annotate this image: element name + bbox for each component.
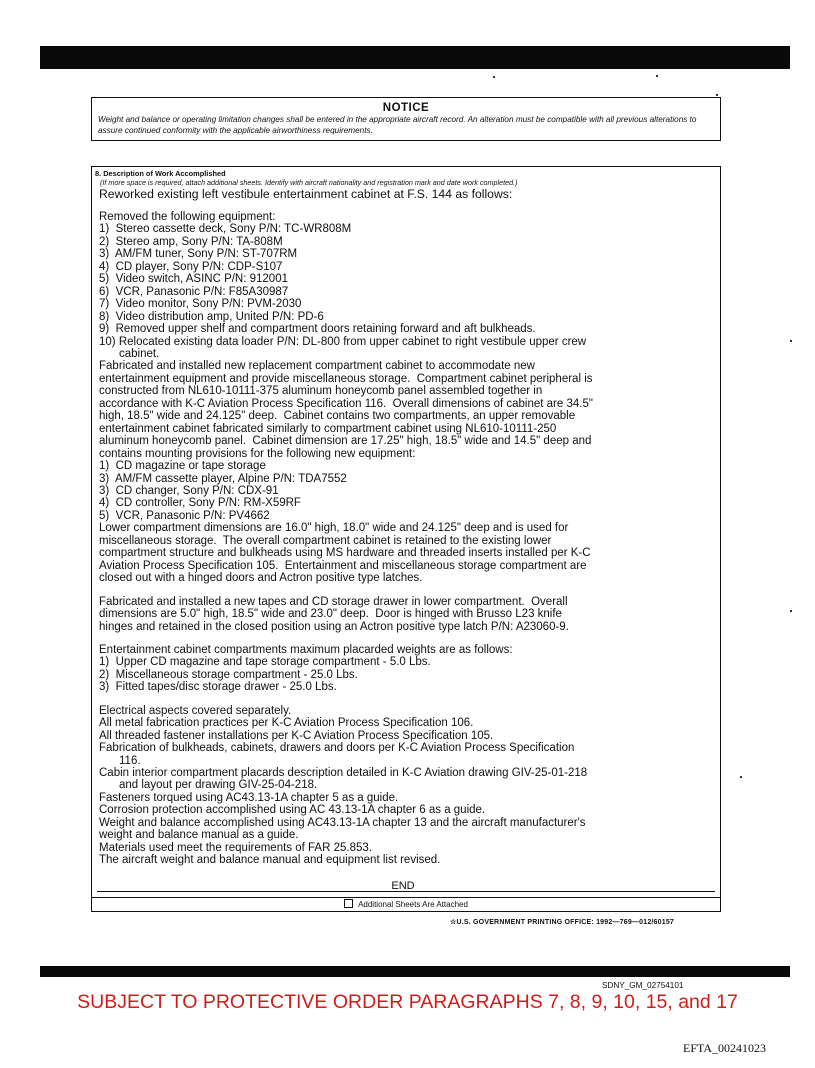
description-line: high, 18.5" wide and 24.125" deep. Cabinet contains two compartments, an upper removable: [99, 410, 576, 423]
gpo-imprint: ☆U.S. GOVERNMENT PRINTING OFFICE: 1992—769—012/60157: [450, 919, 675, 926]
end-label: END: [391, 880, 415, 892]
description-line: cabinet.: [119, 347, 160, 360]
scan-speck: [790, 610, 792, 612]
work-description-body: [92, 211, 720, 867]
description-line: Fabrication of bulkheads, cabinets, drawers and doors per K-C Aviation Process Specification: [99, 742, 575, 755]
description-line: compartment structure and bulkheads using MS hardware and threaded inserts installed per K-C: [99, 547, 591, 560]
description-line: 4) CD player, Sony P/N: CDP-S107: [99, 260, 283, 273]
description-line: The aircraft weight and balance manual and equipment list revised.: [99, 854, 441, 867]
description-line: Corrosion protection accomplished using AC 43.13-1A chapter 6 as a guide.: [99, 804, 486, 817]
description-line: 3) AM/FM cassette player, Alpine P/N: TDA7552: [99, 472, 347, 485]
description-line: 1) Stereo cassette deck, Sony P/N: TC-WR808M: [99, 223, 352, 236]
description-line: 2) Miscellaneous storage compartment - 25.0 Lbs.: [99, 668, 358, 681]
scan-speck: [790, 340, 792, 342]
scan-speck: [716, 94, 718, 96]
description-line: Aviation Process Specification 105. Entertainment and miscellaneous storage compartment are: [99, 559, 587, 572]
additional-sheets-row: [92, 897, 720, 912]
section-hint: (If more space is required, attach additional sheets. Identify with aircraft nationality and registration mark and date work completed.): [100, 178, 518, 187]
description-line: 5) VCR, Panasonic P/N: PV4662: [99, 509, 270, 522]
description-line: 3) AM/FM tuner, Sony P/N: ST-707RM: [99, 248, 298, 261]
description-line: 9) Removed upper shelf and compartment doors retaining forward and aft bulkheads.: [99, 323, 536, 336]
description-line: Fasteners torqued using AC43.13-1A chapter 5 as a guide.: [99, 791, 399, 804]
work-description-box: [91, 166, 721, 912]
description-line: Entertainment cabinet compartments maximum placarded weights are as follows:: [99, 643, 513, 656]
description-line: All metal fabrication practices per K-C Aviation Process Specification 106.: [99, 717, 474, 730]
description-line: Weight and balance accomplished using AC43.13-1A chapter 13 and the aircraft manufacturer's: [99, 816, 586, 829]
description-line: 10) Relocated existing data loader P/N: DL-800 from upper cabinet to right vestibule upper crew: [99, 335, 587, 348]
description-line: 2) Stereo amp, Sony P/N: TA-808M: [99, 235, 283, 248]
notice-box: [91, 97, 721, 141]
blank-line: [99, 633, 720, 644]
description-line: Electrical aspects covered separately.: [99, 704, 292, 717]
description-line: dimensions are 5.0" high, 18.5" wide and 23.0" deep. Door is hinged with Brusso L23 knife: [99, 608, 562, 621]
description-line: entertainment equipment and provide miscellaneous storage. Compartment cabinet peripheral is: [99, 372, 593, 385]
description-line: aluminum honeycomb panel. Cabinet dimension are 17.25" high, 18.5" wide and 14.5" deep and: [99, 435, 592, 448]
bottom-scan-bar: [40, 966, 790, 977]
description-line: 5) Video switch, ASINC P/N: 912001: [99, 273, 288, 286]
blank-line: [99, 694, 720, 705]
description-line: 3) CD changer, Sony P/N: CDX-91: [99, 484, 279, 497]
protective-order-banner: SUBJECT TO PROTECTIVE ORDER PARAGRAPHS 7, 8, 9, 10, 15, and 17: [77, 991, 738, 1013]
description-line: 8) Video distribution amp, United P/N: PD-6: [99, 310, 324, 323]
description-line: 6) VCR, Panasonic P/N: F85A30987: [99, 285, 289, 298]
top-scan-bar: [40, 46, 790, 69]
description-line: entertainment cabinet fabricated similarly to compartment cabinet using NL610-10111-250: [99, 422, 557, 435]
description-line: All threaded fastener installations per K-C Aviation Process Specification 105.: [99, 729, 494, 742]
description-line: Materials used meet the requirements of FAR 25.853.: [99, 841, 372, 854]
description-line: 7) Video monitor, Sony P/N: PVM-2030: [99, 298, 302, 311]
description-line: Lower compartment dimensions are 16.0" high, 18.0" wide and 24.125" deep and is used for: [99, 522, 569, 535]
description-line: Cabin interior compartment placards description detailed in K-C Aviation drawing GIV-25-01-218: [99, 767, 588, 780]
description-line: constructed from NL610-10111-375 aluminum honeycomb panel assembled together in: [99, 385, 543, 398]
additional-sheets-checkbox[interactable]: [344, 899, 353, 908]
notice-text: Weight and balance or operating limitation changes shall be entered in the appropriate aircraft record. An alteration must be compatible with all previous alterations to assure continued conformity with the applicable airworthiness requirements.: [98, 115, 697, 135]
description-line: contains mounting provisions for the following new equipment:: [99, 447, 416, 460]
section-header: 8. Description of Work Accomplished: [95, 169, 226, 178]
blank-line: [99, 585, 720, 596]
description-line: 4) CD controller, Sony P/N: RM-X59RF: [99, 497, 301, 510]
description-line: Fabricated and installed new replacement compartment cabinet to accommodate new: [99, 360, 535, 373]
description-line: miscellaneous storage. The overall compartment cabinet is retained to the existing lower: [99, 534, 552, 547]
description-line: Fabricated and installed a new tapes and CD storage drawer in lower compartment. Overall: [99, 595, 568, 608]
end-row: [97, 880, 715, 894]
description-line: 1) CD magazine or tape storage: [99, 460, 266, 473]
description-line: 1) Upper CD magazine and tape storage compartment - 5.0 Lbs.: [99, 656, 431, 669]
additional-sheets-label: Additional Sheets Are Attached: [358, 900, 468, 909]
scan-speck: [656, 75, 658, 77]
description-line: accordance with K-C Aviation Process Specification 116. Overall dimensions of cabinet are 34.5": [99, 397, 593, 410]
description-line: 116.: [119, 754, 141, 767]
section-lead: Reworked existing left vestibule entertainment cabinet at F.S. 144 as follows:: [99, 187, 513, 201]
efta-number: EFTA_00241023: [683, 1041, 767, 1055]
notice-title: NOTICE: [382, 102, 430, 114]
description-line: and layout per drawing GIV-25-04-218.: [119, 779, 318, 792]
scan-speck: [740, 776, 742, 778]
description-line: Removed the following equipment:: [99, 211, 276, 223]
description-line: 3) Fitted tapes/disc storage drawer - 25.0 Lbs.: [99, 681, 337, 694]
description-line: weight and balance manual as a guide.: [99, 829, 299, 842]
description-line: closed out with a hinged doors and Actron positive type latches.: [99, 572, 423, 585]
bates-number: SDNY_GM_02754101: [602, 981, 684, 990]
scan-speck: [493, 76, 495, 78]
description-line: hinges and retained in the closed position using an Actron positive type latch P/N: A23060-9.: [99, 620, 569, 633]
